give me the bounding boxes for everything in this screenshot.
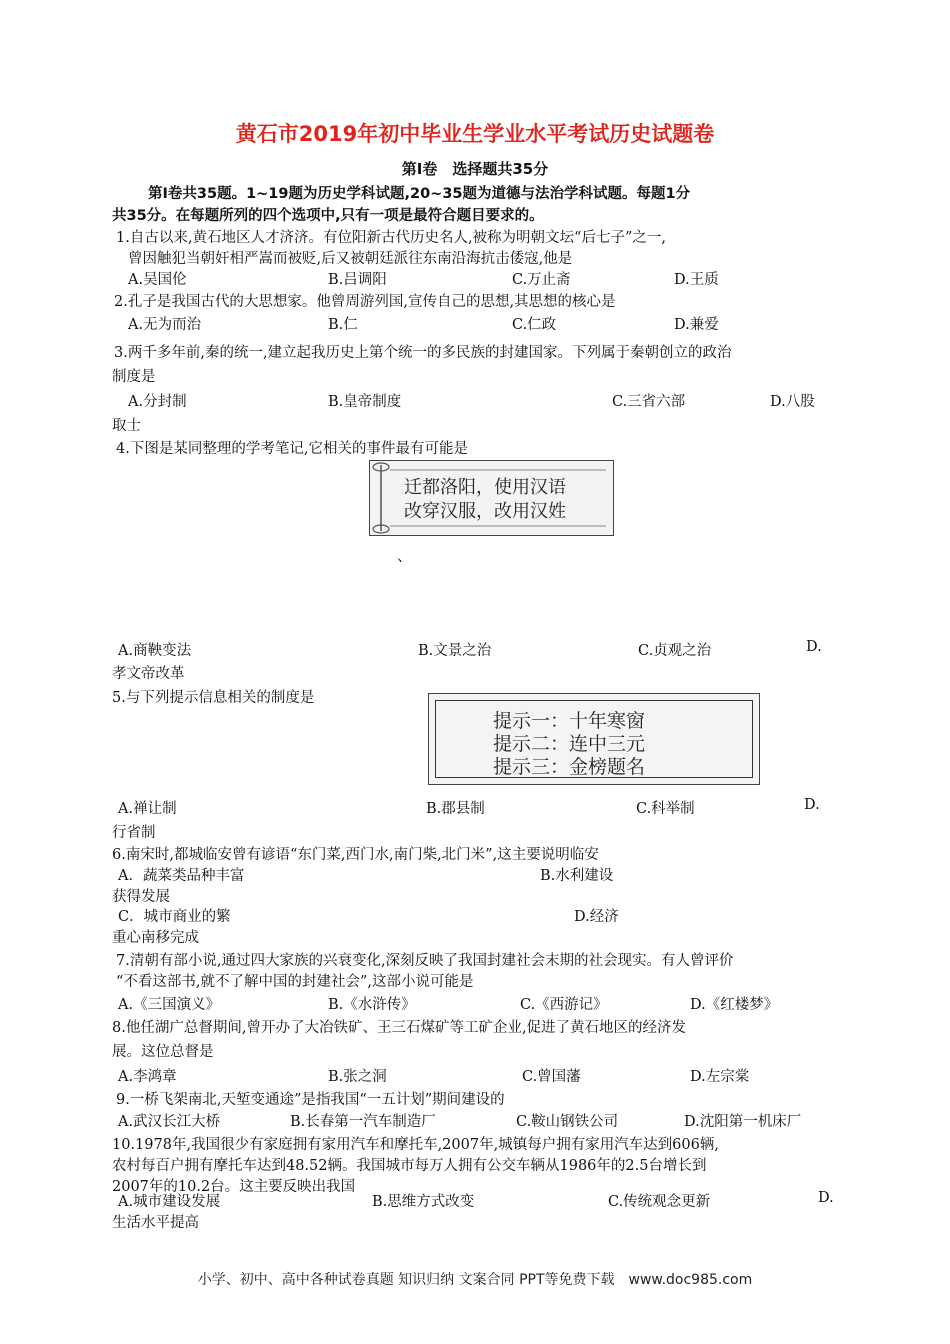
q9-option-d: D.沈阳第一机床厂: [684, 1114, 802, 1130]
q4-option-a: A.商鞅变法: [118, 643, 192, 659]
q9-option-a: A.武汉长江大桥: [118, 1114, 221, 1130]
footer-promo-link[interactable]: 小学、初中、高中各种试卷真题 知识归纳 文案合同 PPT等免费下载 www.doc985.com: [197, 1272, 753, 1288]
q4-image-line-1: 迁都洛阳，使用汉语: [404, 477, 566, 498]
q10-option-a: A.城市建设发展: [118, 1194, 221, 1210]
q4-image-line-2: 改穿汉服，改用汉姓: [404, 501, 566, 522]
q1-option-c: C.万止斋: [512, 272, 571, 288]
q3-option-d-wrap: 取士: [112, 418, 141, 434]
q9-option-b: B.长春第一汽车制造厂: [290, 1114, 436, 1130]
q4-note-scroll-image: [369, 460, 614, 536]
q4-option-b: B.文景之治: [418, 643, 492, 659]
q7-stem-line-2: “不看这部书,就不了解中国的封建社会”,这部小说可能是: [116, 974, 474, 990]
q2-option-d: D.兼爱: [674, 317, 719, 333]
page-title: 黄石市2019年初中毕业生学业水平考试历史试题卷: [235, 122, 715, 146]
q7-option-a: A.《三国演义》: [118, 997, 221, 1013]
q6-option-d-wrap: 重心南移完成: [112, 930, 199, 946]
q5-option-d-wrap: 行省制: [112, 825, 156, 841]
q5-option-c: C.科举制: [636, 801, 695, 817]
q8-stem-line-1: 8.他任湖广总督期间,曾开办了大冶铁矿、王三石煤矿等工矿企业,促进了黄石地区的经济发: [112, 1020, 687, 1036]
q10-option-d: D.: [818, 1190, 834, 1206]
q1-option-a: A.吴国伦: [128, 272, 187, 288]
q9-stem: 9.一桥飞架南北,天堑变通途”是指我国“一五计划”期间建设的: [116, 1092, 505, 1108]
q5-option-b: B.郡县制: [426, 801, 485, 817]
q10-option-b: B.思维方式改变: [372, 1194, 475, 1210]
q2-option-a: A.无为而治: [128, 317, 202, 333]
q2-stem: 2.孔子是我国古代的大思想家。他曾周游列国,宣传自己的思想,其思想的核心是: [114, 294, 616, 310]
q10-stem-line-3: 2007年的10.2台。这主要反映出我国: [112, 1179, 356, 1195]
q7-stem-line-1: 7.清朝有部小说,通过四大家族的兴衰变化,深刻反映了我国封建社会末期的社会现实。有人曾评价: [116, 953, 734, 969]
q5-option-a: A.禅让制: [118, 801, 177, 817]
q4-stem: 4.下图是某同整理的学考笔记,它相关的事件最有可能是: [116, 441, 468, 457]
q1-option-d: D.王质: [674, 272, 719, 288]
q6-option-b-wrap: 获得发展: [112, 889, 170, 905]
q10-option-c: C.传统观念更新: [608, 1194, 711, 1210]
q6-stem: 6.南宋时,都城临安曾有谚语“东门菜,西门水,南门柴,北门米”,这主要说明临安: [112, 847, 599, 863]
q3-stem-line-1: 3.两千多年前,秦的统一,建立起我历史上第个统一的多民族的封建国家。下列属于秦朝创立的政治: [114, 345, 732, 361]
q2-option-b: B.仁: [328, 317, 358, 333]
q10-stem-line-1: 10.1978年,我国很少有家庭拥有家用汽车和摩托车,2007年,城镇每户拥有家用汽车达到606辆,: [112, 1137, 719, 1153]
q3-option-b: B.皇帝制度: [328, 394, 402, 410]
q6-option-a: A．蔬菜类品种丰富: [118, 868, 245, 884]
q6-option-b: B.水利建设: [540, 868, 614, 884]
q1-option-b: B.吕调阳: [328, 272, 387, 288]
q4-option-d-wrap: 孝文帝改革: [112, 666, 185, 682]
q5-hint-1: 提示一：十年寒窗: [493, 710, 646, 732]
q1-stem-line-2: 曾因触犯当朝奸相严嵩而被贬,后又被朝廷派往东南沿海抗击倭寇,他是: [128, 251, 573, 267]
q9-option-c: C.鞍山钢铁公司: [516, 1114, 619, 1130]
q7-option-c: C.《西游记》: [520, 997, 608, 1013]
instructions-line-1: 第Ⅰ卷共35题。1~19题为历史学科试题,20~35题为道德与法治学科试题。每题1分: [148, 186, 691, 202]
q5-hints-image: [428, 693, 760, 785]
q3-option-a: A.分封制: [128, 394, 187, 410]
q5-hint-2: 提示二：连中三元: [493, 733, 646, 755]
q10-option-d-wrap: 生活水平提高: [112, 1215, 199, 1231]
q8-option-d: D.左宗棠: [690, 1069, 750, 1085]
q3-stem-line-2: 制度是: [112, 369, 156, 385]
q1-stem-line-1: 1.自古以来,黄石地区人才济济。有位阳新古代历史名人,被称为明朝文坛“后七子”之一,: [116, 230, 666, 246]
q10-stem-line-2: 农村每百户拥有摩托车达到48.52辆。我国城市每万人拥有公交车辆从1986年的2.5台增长到: [112, 1158, 707, 1174]
q4-stray-mark: 、: [397, 549, 412, 565]
q4-option-c: C.贞观之治: [638, 643, 712, 659]
q3-option-d: D.八股: [770, 394, 815, 410]
q3-option-c: C.三省六部: [612, 394, 686, 410]
q2-option-c: C.仁政: [512, 317, 557, 333]
q8-stem-line-2: 展。这位总督是: [112, 1044, 214, 1060]
q5-hint-3: 提示三：金榜题名: [493, 756, 646, 778]
q6-option-d: D.经济: [574, 909, 619, 925]
q8-option-b: B.张之洞: [328, 1069, 387, 1085]
instructions-line-2: 共35分。在每题所列的四个选项中,只有一项是最符合题目要求的。: [112, 208, 544, 224]
q8-option-c: C.曾国藩: [522, 1069, 581, 1085]
q5-option-d: D.: [804, 797, 820, 813]
q6-option-c: C．城市商业的繁: [118, 909, 231, 925]
q7-option-b: B.《水浒传》: [328, 997, 416, 1013]
section-heading: 第Ⅰ卷 选择题共35分: [401, 160, 549, 178]
q8-option-a: A.李鸿章: [118, 1069, 177, 1085]
q7-option-d: D.《红楼梦》: [690, 997, 779, 1013]
q4-option-d: D.: [806, 639, 822, 655]
q5-stem: 5.与下列提示信息相关的制度是: [112, 690, 315, 706]
